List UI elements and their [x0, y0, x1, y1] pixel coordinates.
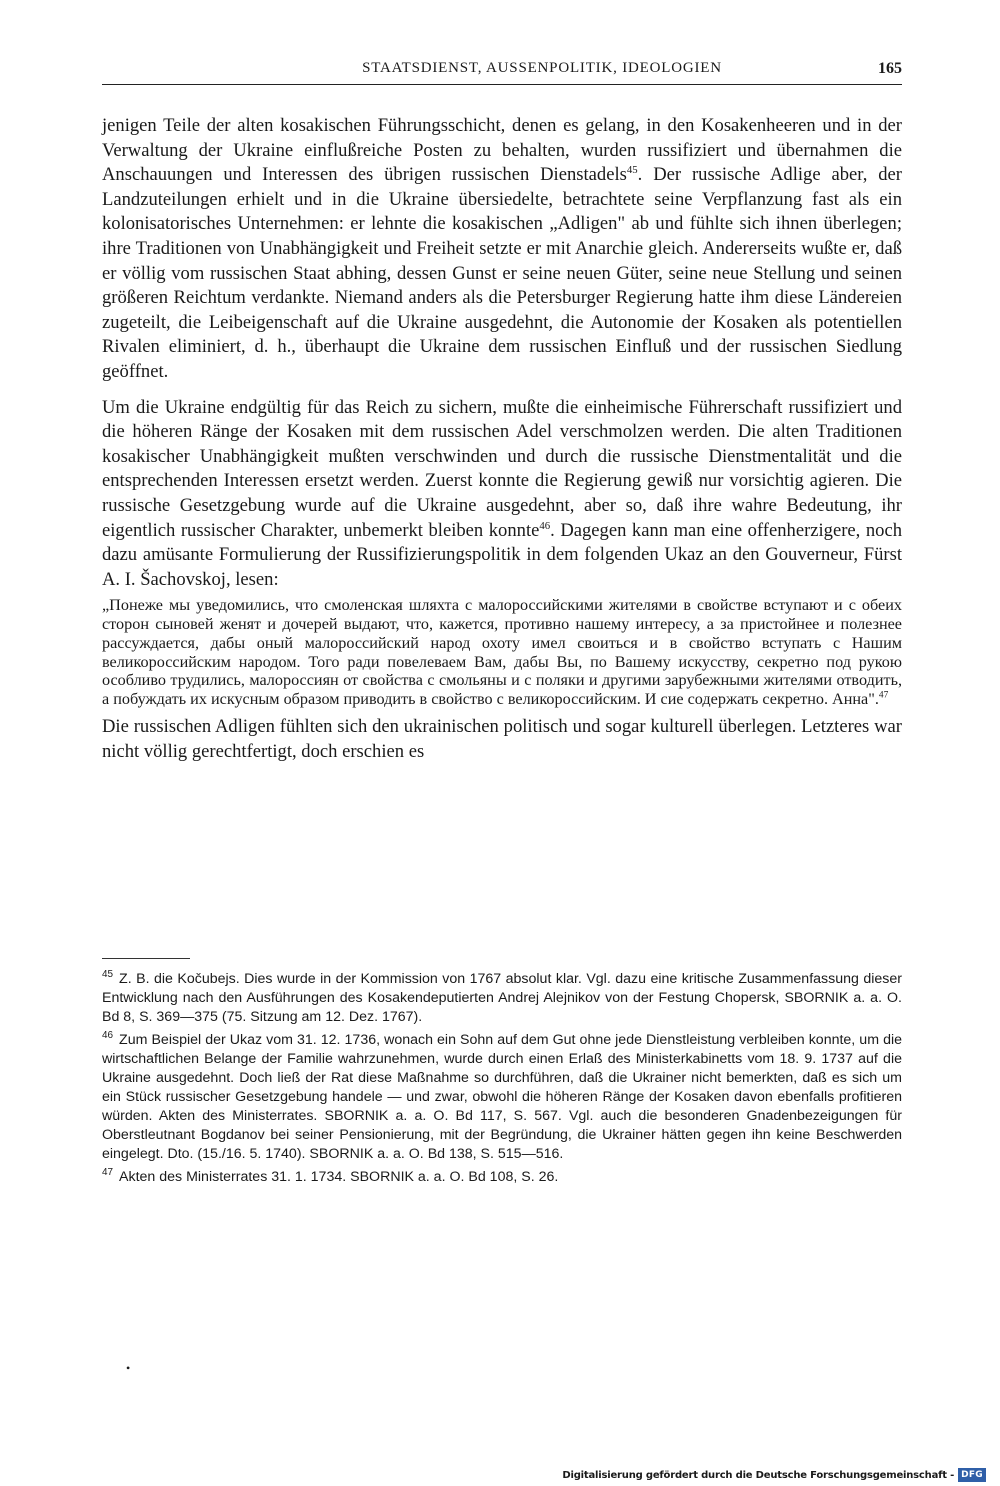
digitization-credit [562, 1467, 986, 1483]
running-title: STAATSDIENST, AUSSENPOLITIK, IDEOLOGIEN [362, 60, 722, 76]
paragraph-1 [102, 114, 902, 385]
footnote-number: 45 [102, 969, 114, 981]
footnote-text: Akten des Ministerrates 31. 1. 1734. SBORNIK a. a. O. Bd 108, S. 26. [119, 1169, 559, 1185]
footnote-number: 46 [102, 1030, 114, 1042]
footnote-text: Zum Beispiel der Ukaz vom 31. 12. 1736, wonach ein Sohn auf dem Gut ohne jede Dienstleistung verbleiben konnte, um die wirtschaftlichen Belange der Familie wahrzunehmen, wurde durch einen Erlaß des Ministerkabinetts vom 18. 9. 1737 auf die Ukraine ausgedehnt. Doch ließ der Rat diese Maßnahme so durchführen, daß die Ukrainer nicht bemerkten, daß es sich um ein Stück russischer Gesetzgebung handele — und zwar, obwohl die höheren Ränge der Kosaken davon ebenfalls profitieren würden. Akten des Ministerrates. SBORNIK a. a. O. Bd 117, S. 567. Vgl. auch die besonderen Gnadenbezeigungen für Oberstleutnant Bogdanov bei seiner Pensionierung, mit der Begründung, die Ukrainer hätten gegen ihn keine Beschwerden eingelegt. Dto. (15./16. 5. 1740). SBORNIK a. a. O. Bd 138, S. 515—516. [102, 1032, 902, 1162]
dfg-logo: DFG [958, 1468, 986, 1482]
footnote-ref-46: 46 [539, 519, 551, 532]
footnote-rule [102, 958, 190, 959]
footnotes [102, 970, 902, 1191]
footnote-text: Z. B. die Kočubejs. Dies wurde in der Kommission von 1767 absolut klar. Vgl. dazu eine kritische Zusammenfassung dieser Entwicklung nach den Ausführungen des Kosakendeputierten Andrej Alejnikov von der Festung Chopersk, SBORNIK a. a. O. Bd 8, S. 369—375 (75. Sitzung am 12. Dez. 1767). [102, 971, 902, 1025]
paragraph-2 [102, 396, 902, 593]
russian-quote-text: „Понеже мы уведомились, что смоленская шляхта с малороссийскими жителями в свойстве вступают и с обеих сторон сыновей женят и дочерей выдают, что, кажется, противно нашему интересу, а за пристойнее и полезнее рассуждается, дабы оный малороссийский народ охоту имел своиться и в свойство вступать с Нашим великороссийским народом. Того ради повелеваем Вам, дабы Вы, по Вашему искусству, секретно под рукою особливо трудились, малороссиян от свойства с смольяны и с поляки и другими зарубежными жителями отводить, а побуждать их искусным образом приводить в свойство с великороссийским. И сие содержать секретно. Анна". [102, 596, 902, 709]
page-number: 165 [878, 60, 902, 77]
footnote-number: 47 [102, 1167, 114, 1179]
paragraph-2-part-a: Um die Ukraine endgültig für das Reich zu sichern, mußte die einheimische Führerschaft russifiziert und die höheren Ränge der Kosaken mit dem russischen Adel verschmolzen werden. Die alten Traditionen kosakischer Unabhängigkeit mußten verschwinden und durch die russische Dienstmentalität und die entsprechenden Interessen ersetzt werden. Zuerst konnte die Regierung gewiß nur vorsichtig agieren. Die russische Gesetzgebung wurde auf die Ukraine ausgedehnt, aber so, daß ihre wahre Bedeutung, ihr eigentlich russischer Charakter, unbemerkt bleiben konnte [102, 396, 902, 541]
running-head [102, 60, 902, 85]
paragraph-2-part-b: . Dagegen kann man eine offenherzigere, noch dazu amüsante Formulierung der Russifizierungspolitik in dem folgenden Ukaz an den Gouverneur, Fürst A. I. Šachovskoj, lesen: [102, 519, 902, 590]
footnote-46 [102, 1031, 902, 1164]
footnote-ref-45: 45 [626, 164, 638, 176]
marginal-mark: • [126, 1361, 131, 1375]
body-text [102, 114, 902, 764]
russian-quote [102, 596, 902, 709]
paragraph-1-part-b: . Der russische Adlige aber, der Landzuteilungen erhielt und in die Ukraine übersiedelte, betrachtete seine Verpflanzung fast als ein kolonisatorisches Unternehmen: er lehnte die kosakischen „Adligen" ab und fühlte sich ihnen überlegen; ihre Traditionen von Unabhängigkeit und Freiheit setzte er mit Anarchie gleich. Andererseits wußte er, daß er völlig vom russischen Staat abhing, dessen Gunst er seine neuen Güter, seine neue Stellung und seinen größeren Reichtum verdankte. Niemand anders als die Petersburger Regierung hatte ihm diese Ländereien zugeteilt, die Leibeigenschaft auf die Ukraine ausgedehnt, die Autonomie der Kosaken als potentiellen Rivalen eliminiert, d. h., überhaupt die Ukraine dem russischen Einfluß und der russischen Siedlung geöffnet. [102, 164, 902, 382]
footnote-45 [102, 970, 902, 1027]
credit-text: Digitalisierung gefördert durch die Deutsche Forschungsgemeinschaft - [562, 1469, 955, 1481]
paragraph-1-part-a: jenigen Teile der alten kosakischen Führungsschicht, denen es gelang, in den Kosakenheeren und in der Verwaltung der Ukraine einflußreiche Posten zu behalten, wurden russifiziert und übernahmen die Anschauungen und Interessen des übrigen russischen Dienstadels [102, 115, 902, 186]
paragraph-3: Die russischen Adligen fühlten sich den ukrainischen politisch und sogar kulturell überlegen. Letzteres war nicht völlig gerechtfertigt, doch erschien es [102, 716, 902, 762]
footnote-47 [102, 1168, 902, 1187]
footnote-ref-47: 47 [878, 690, 889, 701]
